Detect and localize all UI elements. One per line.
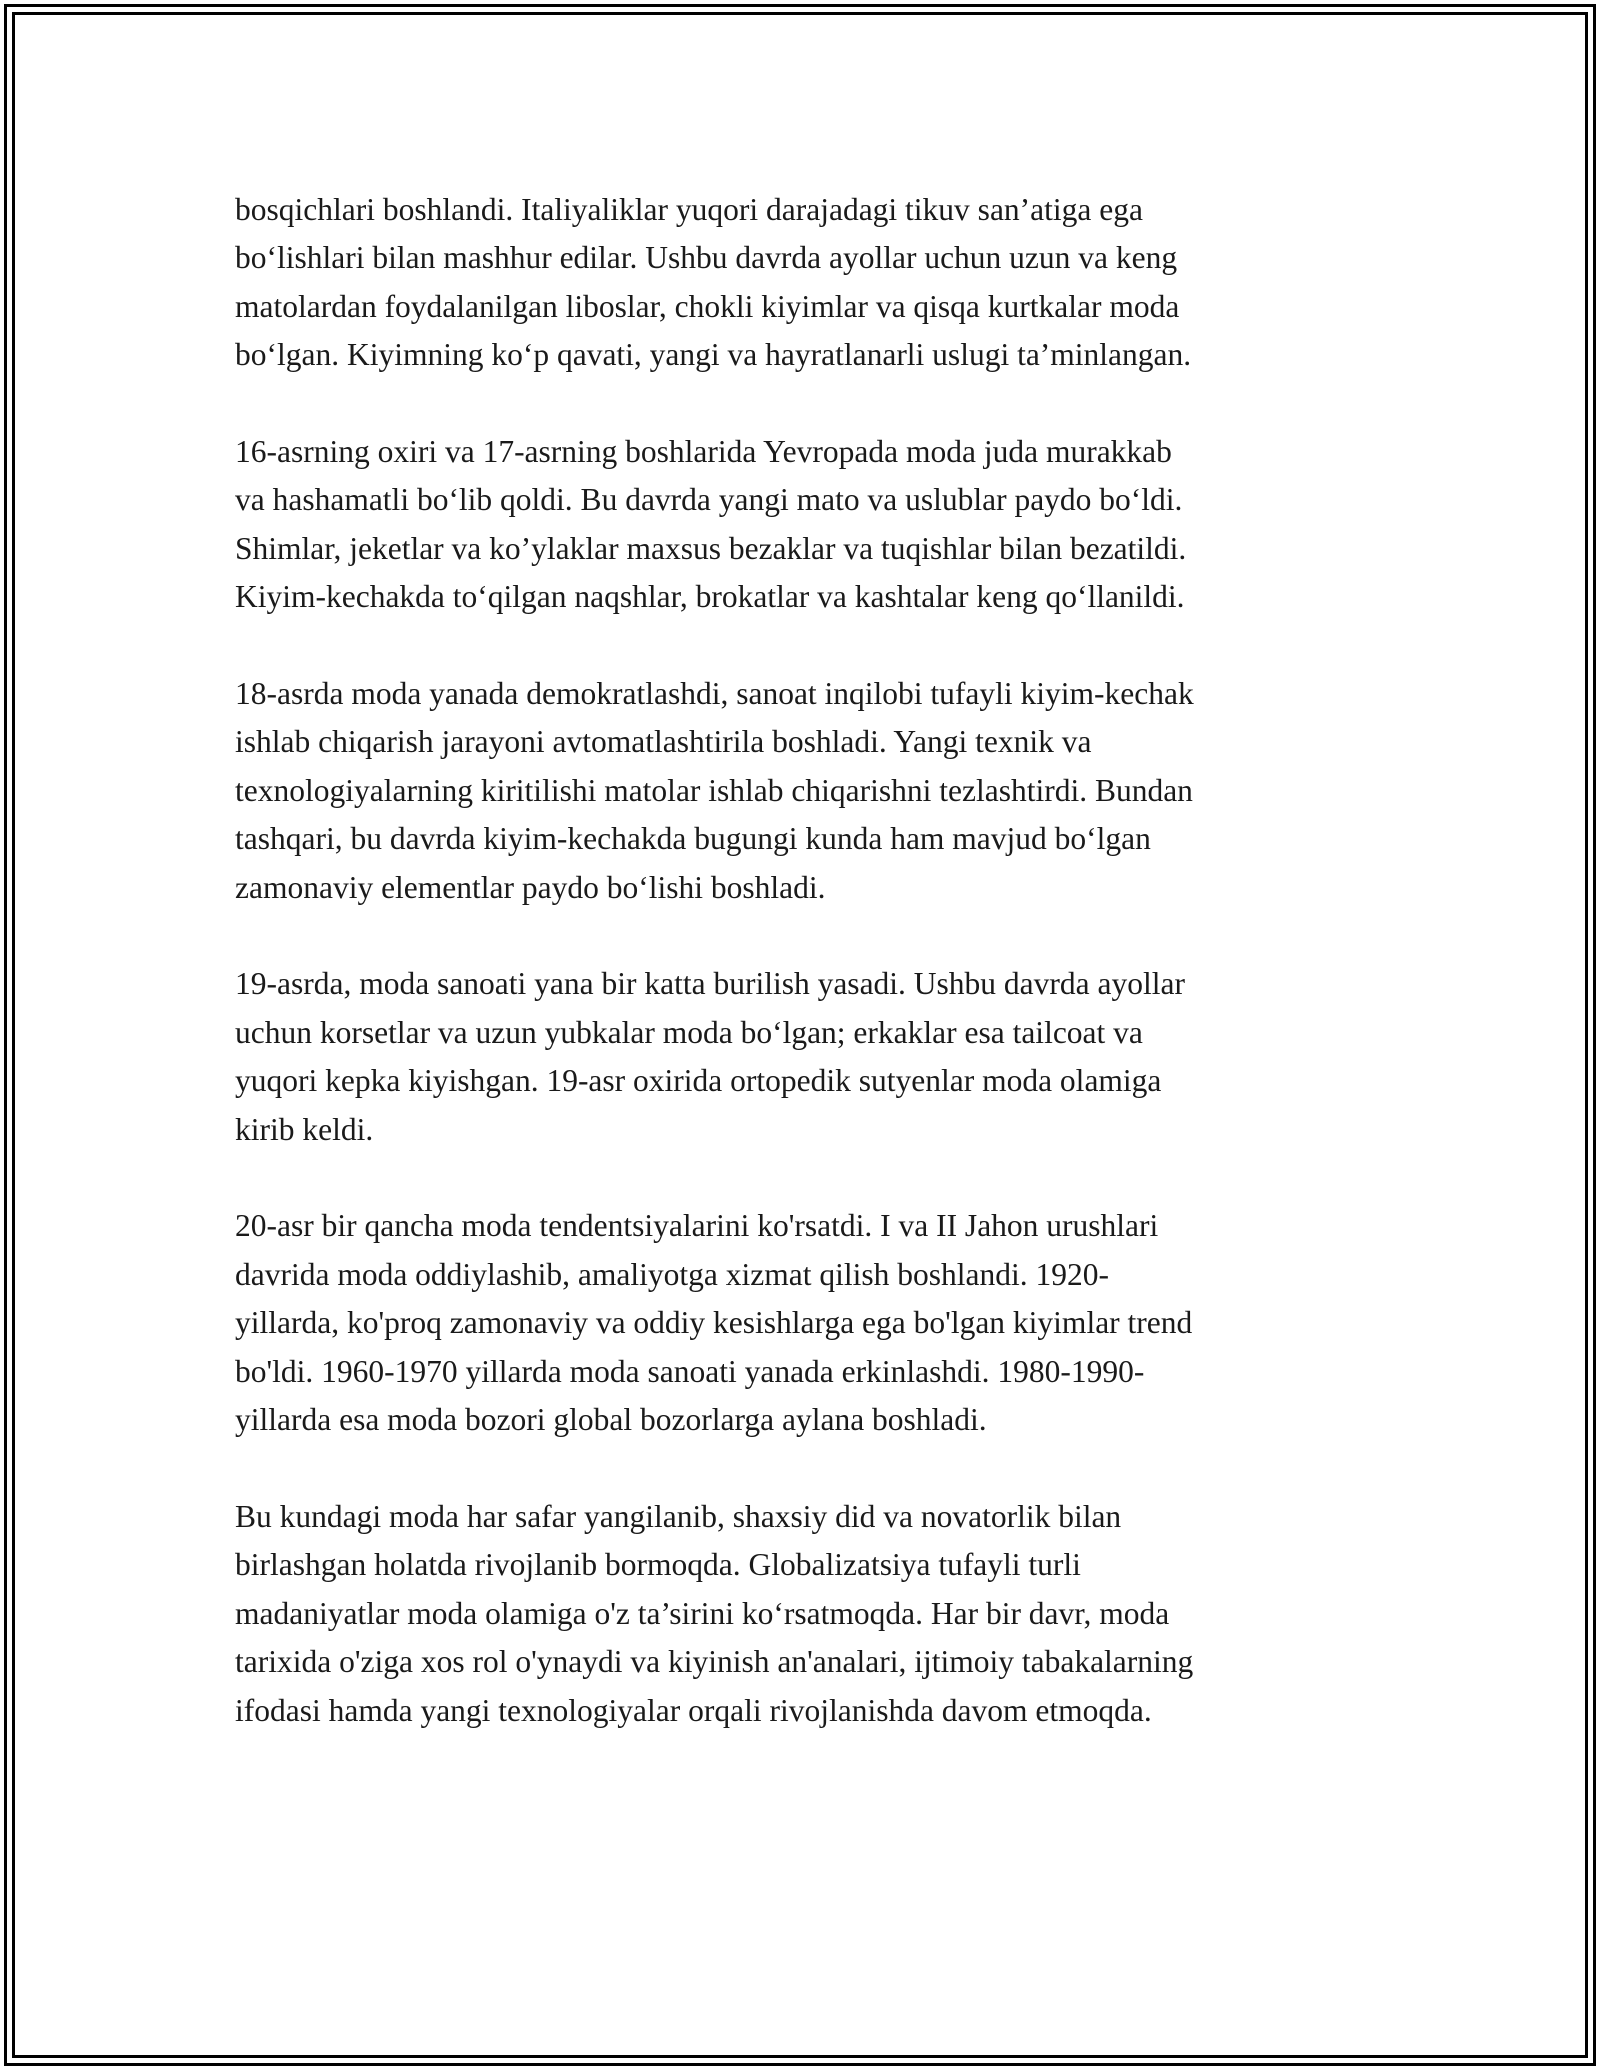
text-line: birlashgan holatda rivojlanib bormoqda. Globalizatsiya tufayli turli <box>235 1547 1081 1583</box>
text-line: 20-asr bir qancha moda tendentsiyalarini ko'rsatdi. I va II Jahon urushlari <box>235 1208 1159 1244</box>
text-line: 18-asrda moda yanada demokratlashdi, sanoat inqilobi tufayli kiyim-kechak <box>235 676 1194 712</box>
text-line: zamonaviy elementlar paydo bo‘lishi boshladi. <box>235 869 826 905</box>
text-line: yuqori kepka kiyishgan. 19-asr oxirida ortopedik sutyenlar moda olamiga <box>235 1063 1162 1099</box>
text-line: bosqichlari boshlandi. Italiyaliklar yuqori darajadagi tikuv san’atiga ega <box>235 192 1143 227</box>
paragraph-6 <box>235 1493 1375 1735</box>
text-line: 16-asrning oxiri va 17-asrning boshlarida Yevropada moda juda murakkab <box>235 434 1172 470</box>
text-line: tarixida o'ziga xos rol o'ynaydi va kiyinish an'analari, ijtimoiy tabakalarning <box>235 1644 1194 1680</box>
paragraph-3 <box>235 670 1375 912</box>
paragraph-5 <box>235 1202 1375 1444</box>
text-line: bo‘lgan. Kiyimning ko‘p qavati, yangi va hayratlanarli uslugi ta’minlangan. <box>235 337 1192 373</box>
text-line: Bu kundagi moda har safar yangilanib, shaxsiy did va novatorlik bilan <box>235 1498 1122 1534</box>
text-line: yillarda esa moda bozori global bozorlarga aylana boshladi. <box>235 1402 987 1438</box>
text-line: madaniyatlar moda olamiga o'z ta’sirini ko‘rsatmoqda. Har bir davr, moda <box>235 1595 1170 1631</box>
text-line: yillarda, ko'proq zamonaviy va oddiy kesishlarga ega bo'lgan kiyimlar trend <box>235 1305 1193 1341</box>
text-line: bo‘lishlari bilan mashhur edilar. Ushbu davrda ayollar uchun uzun va keng <box>235 240 1178 276</box>
paragraph-2 <box>235 428 1375 622</box>
paragraph-4 <box>235 960 1375 1154</box>
paragraph-1 <box>235 186 1375 380</box>
text-line: ishlab chiqarish jarayoni avtomatlashtirila boshladi. Yangi texnik va <box>235 724 1092 760</box>
text-line: Kiyim-kechakda to‘qilgan naqshlar, brokatlar va kashtalar keng qo‘llanildi. <box>235 579 1185 615</box>
document-body <box>235 186 1375 1783</box>
text-line: tashqari, bu davrda kiyim-kechakda bugungi kunda ham mavjud bo‘lgan <box>235 821 1151 857</box>
text-line: ifodasi hamda yangi texnologiyalar orqali rivojlanishda davom etmoqda. <box>235 1692 1152 1728</box>
text-line: matolardan foydalanilgan liboslar, chokli kiyimlar va qisqa kurtkalar moda <box>235 288 1180 324</box>
text-line: texnologiyalarning kiritilishi matolar ishlab chiqarishni tezlashtirdi. Bundan <box>235 772 1193 808</box>
text-line: kirib keldi. <box>235 1111 374 1147</box>
text-line: Shimlar, jeketlar va ko’ylaklar maxsus bezaklar va tuqishlar bilan bezatildi. <box>235 530 1187 566</box>
text-line: uchun korsetlar va uzun yubkalar moda bo‘lgan; erkaklar esa tailcoat va <box>235 1014 1143 1050</box>
text-line: bo'ldi. 1960-1970 yillarda moda sanoati yanada erkinlashdi. 1980-1990- <box>235 1353 1145 1389</box>
text-line: va hashamatli bo‘lib qoldi. Bu davrda yangi mato va uslublar paydo bo‘ldi. <box>235 482 1183 518</box>
text-line: 19-asrda, moda sanoati yana bir katta burilish yasadi. Ushbu davrda ayollar <box>235 966 1185 1002</box>
text-line: davrida moda oddiylashib, amaliyotga xizmat qilish boshlandi. 1920- <box>235 1256 1109 1292</box>
